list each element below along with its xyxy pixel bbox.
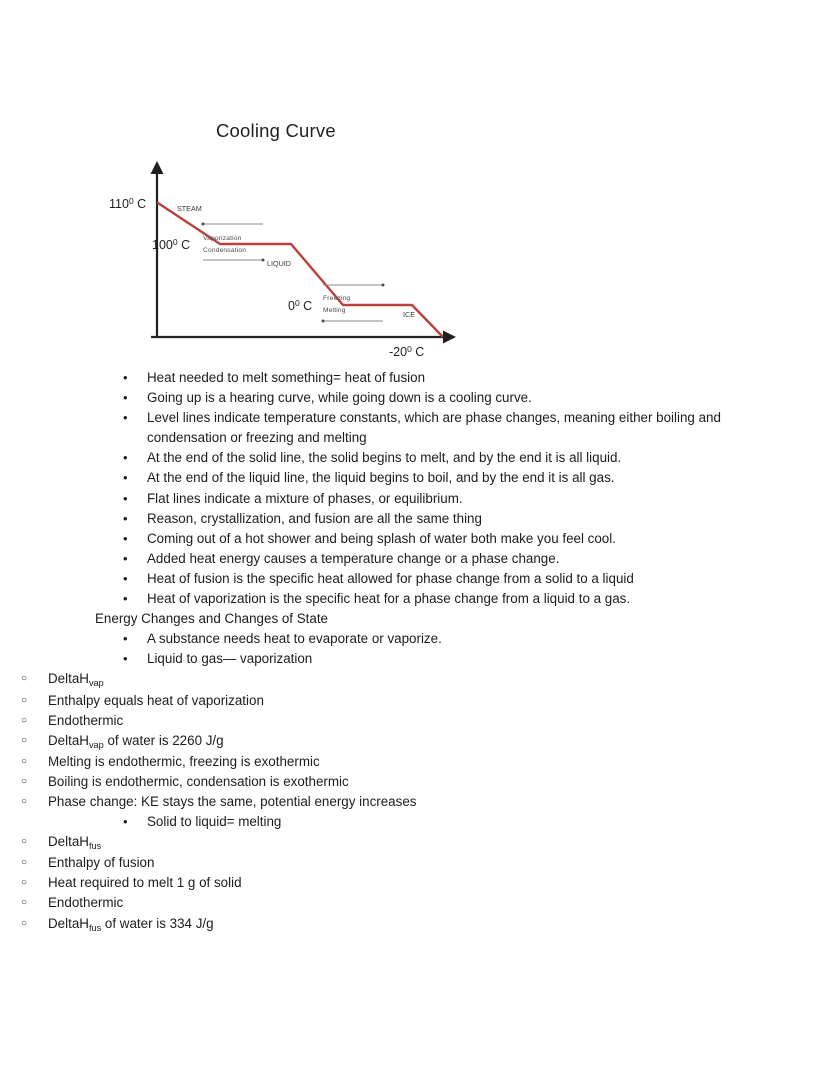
sub-list-item-text: Heat required to melt 1 g of solid xyxy=(48,875,242,891)
axis-label-100: $100^0$ C xyxy=(152,237,191,252)
bullet-marker: ○ xyxy=(21,755,28,767)
transition-label-melting: Melting xyxy=(323,307,346,314)
notes-body xyxy=(0,368,828,935)
section-bullet-list xyxy=(0,629,828,934)
bullet-marker: ○ xyxy=(21,673,28,685)
sub-list-item xyxy=(0,914,828,935)
list-item xyxy=(0,629,828,649)
axis-label-minus20: $-20^0$ C xyxy=(389,344,425,359)
list-item xyxy=(0,812,828,832)
list-item-text: A substance needs heat to evaporate or vaporize. xyxy=(147,631,442,647)
cooling-curve-line xyxy=(158,203,442,336)
list-item xyxy=(0,529,828,549)
sub-list-item-text: DeltaH xyxy=(48,671,89,687)
bullet-marker: ○ xyxy=(21,857,28,869)
sub-list-item-text-tail: of water is 334 J/g xyxy=(101,915,214,931)
chart-axes xyxy=(151,172,445,338)
axis-label-0: $0^0$ C xyxy=(288,298,313,313)
bullet-marker: ○ xyxy=(21,897,28,909)
list-item-text: Coming out of a hot shower and being splash of water both make you feel cool. xyxy=(147,530,616,546)
list-item xyxy=(0,589,828,609)
sub-list-item xyxy=(0,691,828,711)
main-bullet-list xyxy=(0,368,828,609)
phase-label-liquid: LIQUID xyxy=(267,259,291,268)
bullet-marker: • xyxy=(123,470,128,486)
list-item-text: Reason, crystallization, and fusion are all the same thing xyxy=(147,510,482,526)
list-item-text: Heat needed to melt something= heat of fusion xyxy=(147,370,426,385)
bullet-marker: • xyxy=(123,370,128,385)
sub-list-item-text: Endothermic xyxy=(48,895,124,911)
chart-canvas xyxy=(95,160,475,370)
list-item xyxy=(0,549,828,569)
list-item xyxy=(0,448,828,468)
bullet-marker: • xyxy=(123,651,128,667)
bullet-marker: ○ xyxy=(21,694,28,706)
bullet-marker: • xyxy=(123,591,128,607)
list-item xyxy=(0,509,828,529)
subscript: fus xyxy=(88,841,102,852)
sub-list-item xyxy=(0,669,828,690)
sub-list-item-text: Endothermic xyxy=(48,712,124,728)
axis-label-110: $110^0$ C xyxy=(109,196,147,211)
transition-label-condensation: Condensation xyxy=(203,247,247,254)
section-heading: Energy Changes and Changes of State xyxy=(95,611,329,627)
list-item-text: Heat of vaporization is the specific heat for a phase change from a liquid to a gas. xyxy=(147,591,631,607)
bullet-marker: ○ xyxy=(21,775,28,787)
bullet-marker: ○ xyxy=(21,836,28,848)
sub-bullet-list xyxy=(0,832,828,934)
sub-list-item xyxy=(0,752,828,772)
sub-list-item xyxy=(0,893,828,913)
list-item-text: Added heat energy causes a temperature change or a phase change. xyxy=(147,550,560,566)
bullet-marker: ○ xyxy=(21,877,28,889)
list-item xyxy=(0,649,828,669)
sub-list-item-text: DeltaH xyxy=(48,732,89,748)
sub-list-item xyxy=(0,832,828,853)
bullet-marker: ○ xyxy=(21,734,28,746)
bullet-marker: • xyxy=(123,814,128,830)
sub-list-item xyxy=(0,731,828,752)
sub-list-item xyxy=(0,772,828,792)
sub-list-item xyxy=(0,711,828,731)
bullet-marker: • xyxy=(123,530,128,546)
cooling-curve-svg xyxy=(95,160,475,370)
bullet-marker: • xyxy=(123,410,128,426)
sub-list-item-text: Enthalpy equals heat of vaporization xyxy=(48,692,264,708)
sub-list-item-text: Phase change: KE stays the same, potential energy increases xyxy=(48,793,417,809)
list-item xyxy=(0,569,828,589)
list-item xyxy=(0,408,828,448)
sub-list-item xyxy=(0,873,828,893)
list-item-text: At the end of the liquid line, the liquid begins to boil, and by the end it is all gas. xyxy=(147,470,615,486)
list-item-text: Solid to liquid= melting xyxy=(147,814,282,830)
bullet-marker: • xyxy=(123,490,128,506)
sub-list-item xyxy=(0,853,828,873)
sub-list-item-text: Enthalpy of fusion xyxy=(48,855,155,871)
phase-label-steam: STEAM xyxy=(177,204,202,213)
list-item xyxy=(0,489,828,509)
bullet-marker: • xyxy=(123,631,128,647)
bullet-marker: • xyxy=(123,450,128,466)
bullet-marker: ○ xyxy=(21,917,28,929)
sub-list-item-text: Boiling is endothermic, condensation is exothermic xyxy=(48,773,349,789)
list-item-text: Level lines indicate temperature constants, which are phase changes, meaning either boiling and condensation or freezing and melting xyxy=(147,410,725,446)
bullet-marker: ○ xyxy=(21,795,28,807)
list-item-text: Going up is a hearing curve, while going down is a cooling curve. xyxy=(147,390,532,406)
list-item-text: At the end of the solid line, the solid begins to melt, and by the end it is all liquid. xyxy=(147,450,622,466)
list-item xyxy=(0,388,828,408)
subscript: vap xyxy=(88,678,104,689)
transition-label-vaporization: Vaporization xyxy=(203,235,242,242)
sub-list-item xyxy=(0,792,828,812)
list-item-text: Flat lines indicate a mixture of phases, or equilibrium. xyxy=(147,490,463,506)
sub-list-item-text: Melting is endothermic, freezing is exothermic xyxy=(48,753,320,769)
bullet-marker: • xyxy=(123,390,128,406)
bullet-marker: • xyxy=(123,550,128,566)
sub-list-item-text: DeltaH xyxy=(48,834,89,850)
transition-label-freezing: Freezing xyxy=(323,295,351,302)
sub-list-item-text-tail: of water is 2260 J/g xyxy=(103,732,224,748)
bullet-marker: • xyxy=(123,510,128,526)
list-item xyxy=(0,368,828,388)
subscript: fus xyxy=(88,922,102,933)
bullet-marker: • xyxy=(123,570,128,586)
bullet-marker: ○ xyxy=(21,714,28,726)
chart-title: Cooling Curve xyxy=(216,120,336,141)
sub-bullet-list xyxy=(0,669,828,812)
list-item xyxy=(0,468,828,488)
list-item-text: Heat of fusion is the specific heat allowed for phase change from a solid to a liquid xyxy=(147,570,634,586)
subscript: vap xyxy=(88,739,104,750)
phase-label-ice: ICE xyxy=(403,310,415,319)
sub-list-item-text: DeltaH xyxy=(48,915,89,931)
list-item-text: Liquid to gas— vaporization xyxy=(147,651,313,667)
